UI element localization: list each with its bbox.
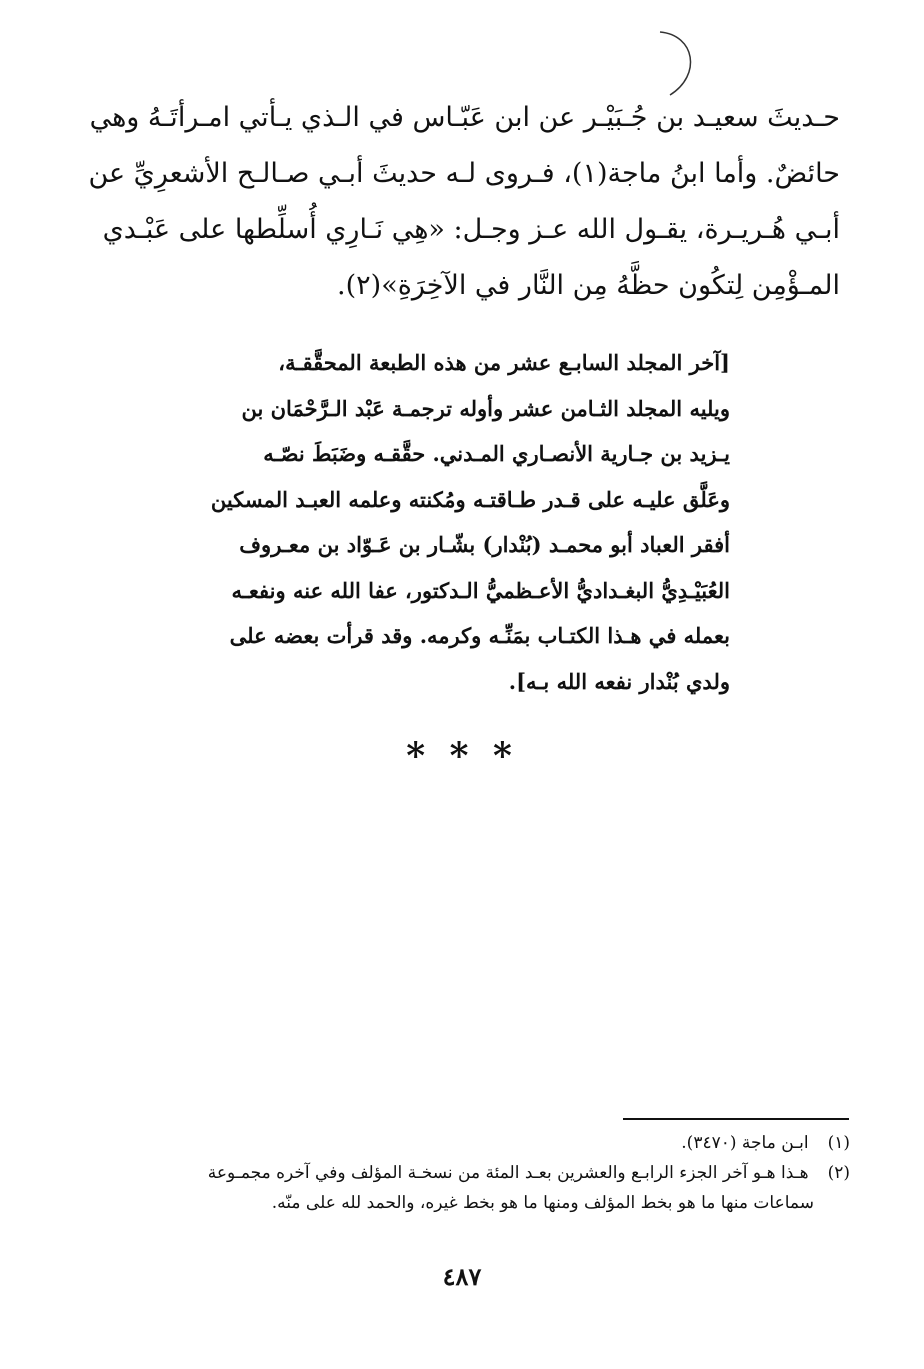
- body-line: المـؤْمِن لِتكُون حظَّهُ مِن النَّار في الآخِرَةِ»(٢).: [337, 270, 840, 301]
- footnote-continuation: سماعات منها ما هو بخط المؤلف ومنها ما هو بخط غيره، والحمد لله على منّه.: [271, 1193, 814, 1213]
- body-line: حائضٌ. وأما ابنُ ماجة(١)، فـروى لـه حديثَ أبـي صـالـح الأشعرِيِّ عن: [88, 158, 840, 189]
- closing-note-line: بعمله في هـذا الكتـاب بمَنِّـه وكرمه. وقد قرأت بعضه على: [229, 623, 730, 648]
- closing-note-line: [آخر المجلد السابـع عشر من هذه الطبعة المحقَّقـة،: [278, 350, 730, 375]
- closing-note-line: يـزيد بن جـارية الأنصـاري المـدني. حقَّقـه وضَبَطَ نصّـه: [263, 441, 730, 466]
- body-line: حـديثَ سعيـد بن جُـبَيْـر عن ابن عَبّـاس في الـذي يـأتي امـرأتَـهُ وهي: [89, 102, 840, 133]
- closing-note-line: وعَلَّق عليـه على قـدر طـاقتـه ومُكنته وعلمه العبـد المسكين: [210, 486, 730, 512]
- footnote-divider: [623, 1118, 849, 1120]
- closing-note-line: أفقر العباد أبو محمـد (بُنْدار) بشّـار بن عَـوّاد بن معـروف: [239, 532, 730, 557]
- footnote-item: [150, 1158, 850, 1188]
- footnotes: [150, 1128, 850, 1218]
- section-separator: * * *: [406, 735, 518, 777]
- body-paragraph: [88, 90, 840, 314]
- closing-note-line: ويليه المجلد الثـامن عشر وأوله ترجمـة عَبْد الـرَّحْمَان بن: [241, 395, 730, 421]
- footnote-text: ابـن ماجة (٣٤٧٠).: [681, 1133, 809, 1153]
- footnote-number: (٢): [827, 1163, 850, 1183]
- page-number: ٤٨٧: [442, 1262, 482, 1291]
- closing-note-line: ولدي بُنْدار نفعه الله بـه].: [508, 668, 730, 694]
- footnote-number: (١): [827, 1133, 850, 1153]
- footnote-text: هـذا هـو آخر الجزء الرابـع والعشرين بعـد المئة من نسخـة المؤلف وفي آخره مجمـوعة: [207, 1163, 809, 1183]
- body-line: أبـي هُـريـرة، يقـول الله عـز وجـل: «هِي نَـارِي أُسلِّطها على عَبْـدي: [102, 214, 840, 245]
- footnote-item: [150, 1128, 850, 1158]
- volume-closing-note: [210, 340, 730, 704]
- closing-note-line: العُبَيْـدِيُّ البغـداديُّ الأعـظميُّ الـدكتور، عفا الله عنه ونفعـه: [231, 577, 730, 603]
